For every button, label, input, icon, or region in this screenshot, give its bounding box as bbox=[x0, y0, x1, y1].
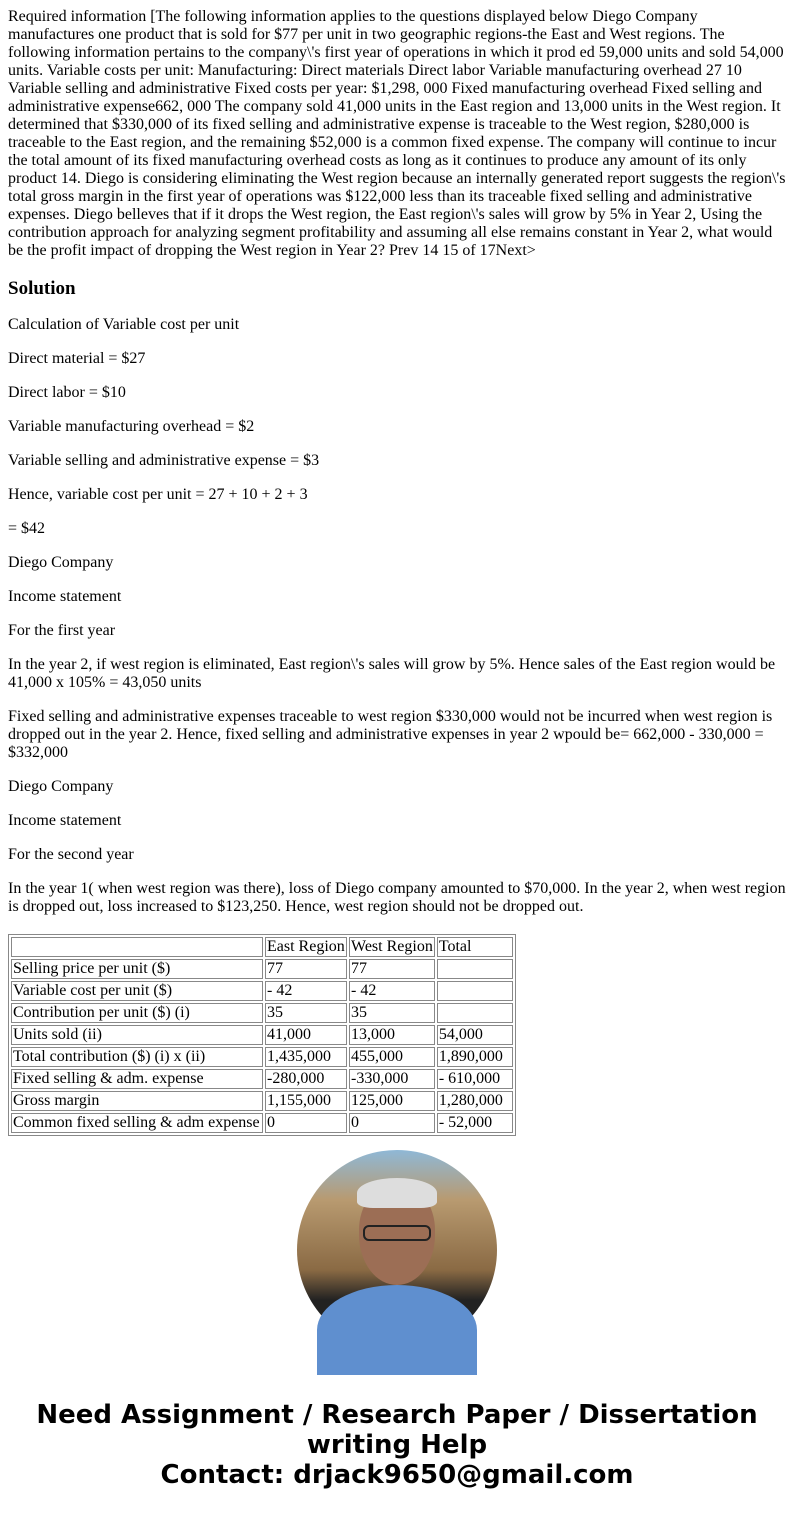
table-cell bbox=[11, 937, 263, 957]
solution-paragraph: = $42 bbox=[8, 520, 46, 537]
table-cell: Gross margin bbox=[11, 1091, 263, 1111]
table-cell: 0 bbox=[265, 1113, 347, 1133]
table-cell: 125,000 bbox=[349, 1091, 435, 1111]
table-header-row bbox=[11, 937, 513, 957]
table-row bbox=[11, 981, 513, 1001]
solution-body bbox=[8, 316, 786, 916]
solution-paragraph: Income statement bbox=[8, 588, 122, 605]
question-text: Required information [The following information applies to the questions displayed below Diego Company manufactures one product that is sold for $77 per unit in two geographic regions-the East and West regions. The following information pertains to the company\'s first year of operations in which it prod ed 59,000 units and sold 54,000 units. Variable costs per unit: Manufacturing: Direct materials Direct labor Variable manufacturing overhead 27 10 Variable selling and administrative Fixed costs per year: $1,298, 000 Fixed manufacturing overhead Fixed selling and administrative expense662, 000 The company sold 41,000 units in the East region and 13,000 units in the West region. It determined that $330,000 of its fixed selling and administrative expense is traceable to the West region, $280,000 is traceable to the East region, and the remaining $52,000 is a common fixed expense. The company will continue to incur the total amount of its fixed manufacturing overhead costs as long as it continues to produce any amount of its only product 14. Diego is considering eliminating the West region because an internally generated report suggests the region\'s total gross margin in the first year of operations was $122,000 less than its traceable fixed selling and administrative expenses. Diego belleves that if it drops the West region, the East region\'s sales will grow by 5% in Year 2, Using the contribution approach for analyzing segment profitability and assuming all else remains constant in Year 2, what would be the profit impact of dropping the West region in Year 2? Prev 14 15 of 17Next> bbox=[8, 8, 786, 259]
author-avatar bbox=[297, 1150, 497, 1350]
table-cell: 1,280,000 bbox=[437, 1091, 513, 1111]
solution-paragraph: Hence, variable cost per unit = 27 + 10 + 2 + 3 bbox=[8, 486, 308, 503]
table-cell: 35 bbox=[265, 1003, 347, 1023]
table-row bbox=[11, 1047, 513, 1067]
table-row bbox=[11, 1091, 513, 1111]
promo-line: Need Assignment / Research Paper / Dissertation writing Help bbox=[36, 1400, 758, 1460]
table-cell bbox=[437, 1003, 513, 1023]
table-cell: -280,000 bbox=[265, 1069, 347, 1089]
table-cell: Fixed selling & adm. expense bbox=[11, 1069, 263, 1089]
solution-paragraph: In the year 1( when west region was there), loss of Diego company amounted to $70,000. In the year 2, when west region is dropped out, loss increased to $123,250. Hence, west region should not be dropped out. bbox=[8, 880, 786, 915]
table-container bbox=[8, 934, 786, 1131]
promo-footer bbox=[8, 1400, 786, 1490]
income-table bbox=[8, 934, 516, 1136]
table-cell: 1,435,000 bbox=[265, 1047, 347, 1067]
table-cell: 455,000 bbox=[349, 1047, 435, 1067]
solution-paragraph: For the second year bbox=[8, 846, 134, 863]
table-row bbox=[11, 959, 513, 979]
table-cell: 35 bbox=[349, 1003, 435, 1023]
solution-paragraph: Diego Company bbox=[8, 554, 114, 571]
table-cell: - 610,000 bbox=[437, 1069, 513, 1089]
table-cell bbox=[437, 959, 513, 979]
table-cell bbox=[437, 981, 513, 1001]
table-cell: - 42 bbox=[349, 981, 435, 1001]
table-cell: 1,155,000 bbox=[265, 1091, 347, 1111]
table-cell: Selling price per unit ($) bbox=[11, 959, 263, 979]
table-cell: - 42 bbox=[265, 981, 347, 1001]
solution-paragraph: In the year 2, if west region is eliminated, East region\'s sales will grow by 5%. Hence sales of the East region would be 41,000 x 105% = 43,050 units bbox=[8, 656, 776, 691]
solution-paragraph: Variable selling and administrative expense = $3 bbox=[8, 452, 320, 469]
contact-line: Contact: drjack9650@gmail.com bbox=[160, 1460, 634, 1490]
solution-paragraph: Direct material = $27 bbox=[8, 350, 146, 367]
table-cell: Contribution per unit ($) (i) bbox=[11, 1003, 263, 1023]
table-cell: 54,000 bbox=[437, 1025, 513, 1045]
solution-paragraph: Variable manufacturing overhead = $2 bbox=[8, 418, 255, 435]
table-row bbox=[11, 1025, 513, 1045]
table-cell: 1,890,000 bbox=[437, 1047, 513, 1067]
table-cell: 13,000 bbox=[349, 1025, 435, 1045]
table-row bbox=[11, 1069, 513, 1089]
solution-heading: Solution bbox=[8, 278, 76, 299]
table-cell: East Region bbox=[265, 937, 347, 957]
solution-paragraph: For the first year bbox=[8, 622, 116, 639]
table-cell: West Region bbox=[351, 938, 433, 955]
table-cell: 77 bbox=[265, 959, 347, 979]
table-cell: 41,000 bbox=[265, 1025, 347, 1045]
solution-paragraph: Direct labor = $10 bbox=[8, 384, 126, 401]
table-row bbox=[11, 1003, 513, 1023]
solution-paragraph: Diego Company bbox=[8, 778, 114, 795]
table-cell: Total bbox=[437, 937, 513, 957]
table-cell: 77 bbox=[349, 959, 435, 979]
table-cell: Total contribution ($) (i) x (ii) bbox=[11, 1047, 263, 1067]
table-cell: - 52,000 bbox=[437, 1113, 513, 1133]
table-cell: Common fixed selling & adm expense bbox=[11, 1113, 263, 1133]
table-cell: 0 bbox=[349, 1113, 435, 1133]
table-row bbox=[11, 1113, 513, 1133]
table-cell: -330,000 bbox=[349, 1069, 435, 1089]
solution-paragraph: Fixed selling and administrative expenses traceable to west region $330,000 would not be incurred when west region is dropped out in the year 2. Hence, fixed selling and administrative expenses in year 2 wpould be= 662,000 - 330,000 = $332,000 bbox=[8, 708, 773, 761]
table-cell: Variable cost per unit ($) bbox=[11, 981, 263, 1001]
solution-paragraph: Calculation of Variable cost per unit bbox=[8, 316, 240, 333]
solution-paragraph: Income statement bbox=[8, 812, 122, 829]
table-cell: Units sold (ii) bbox=[11, 1025, 263, 1045]
